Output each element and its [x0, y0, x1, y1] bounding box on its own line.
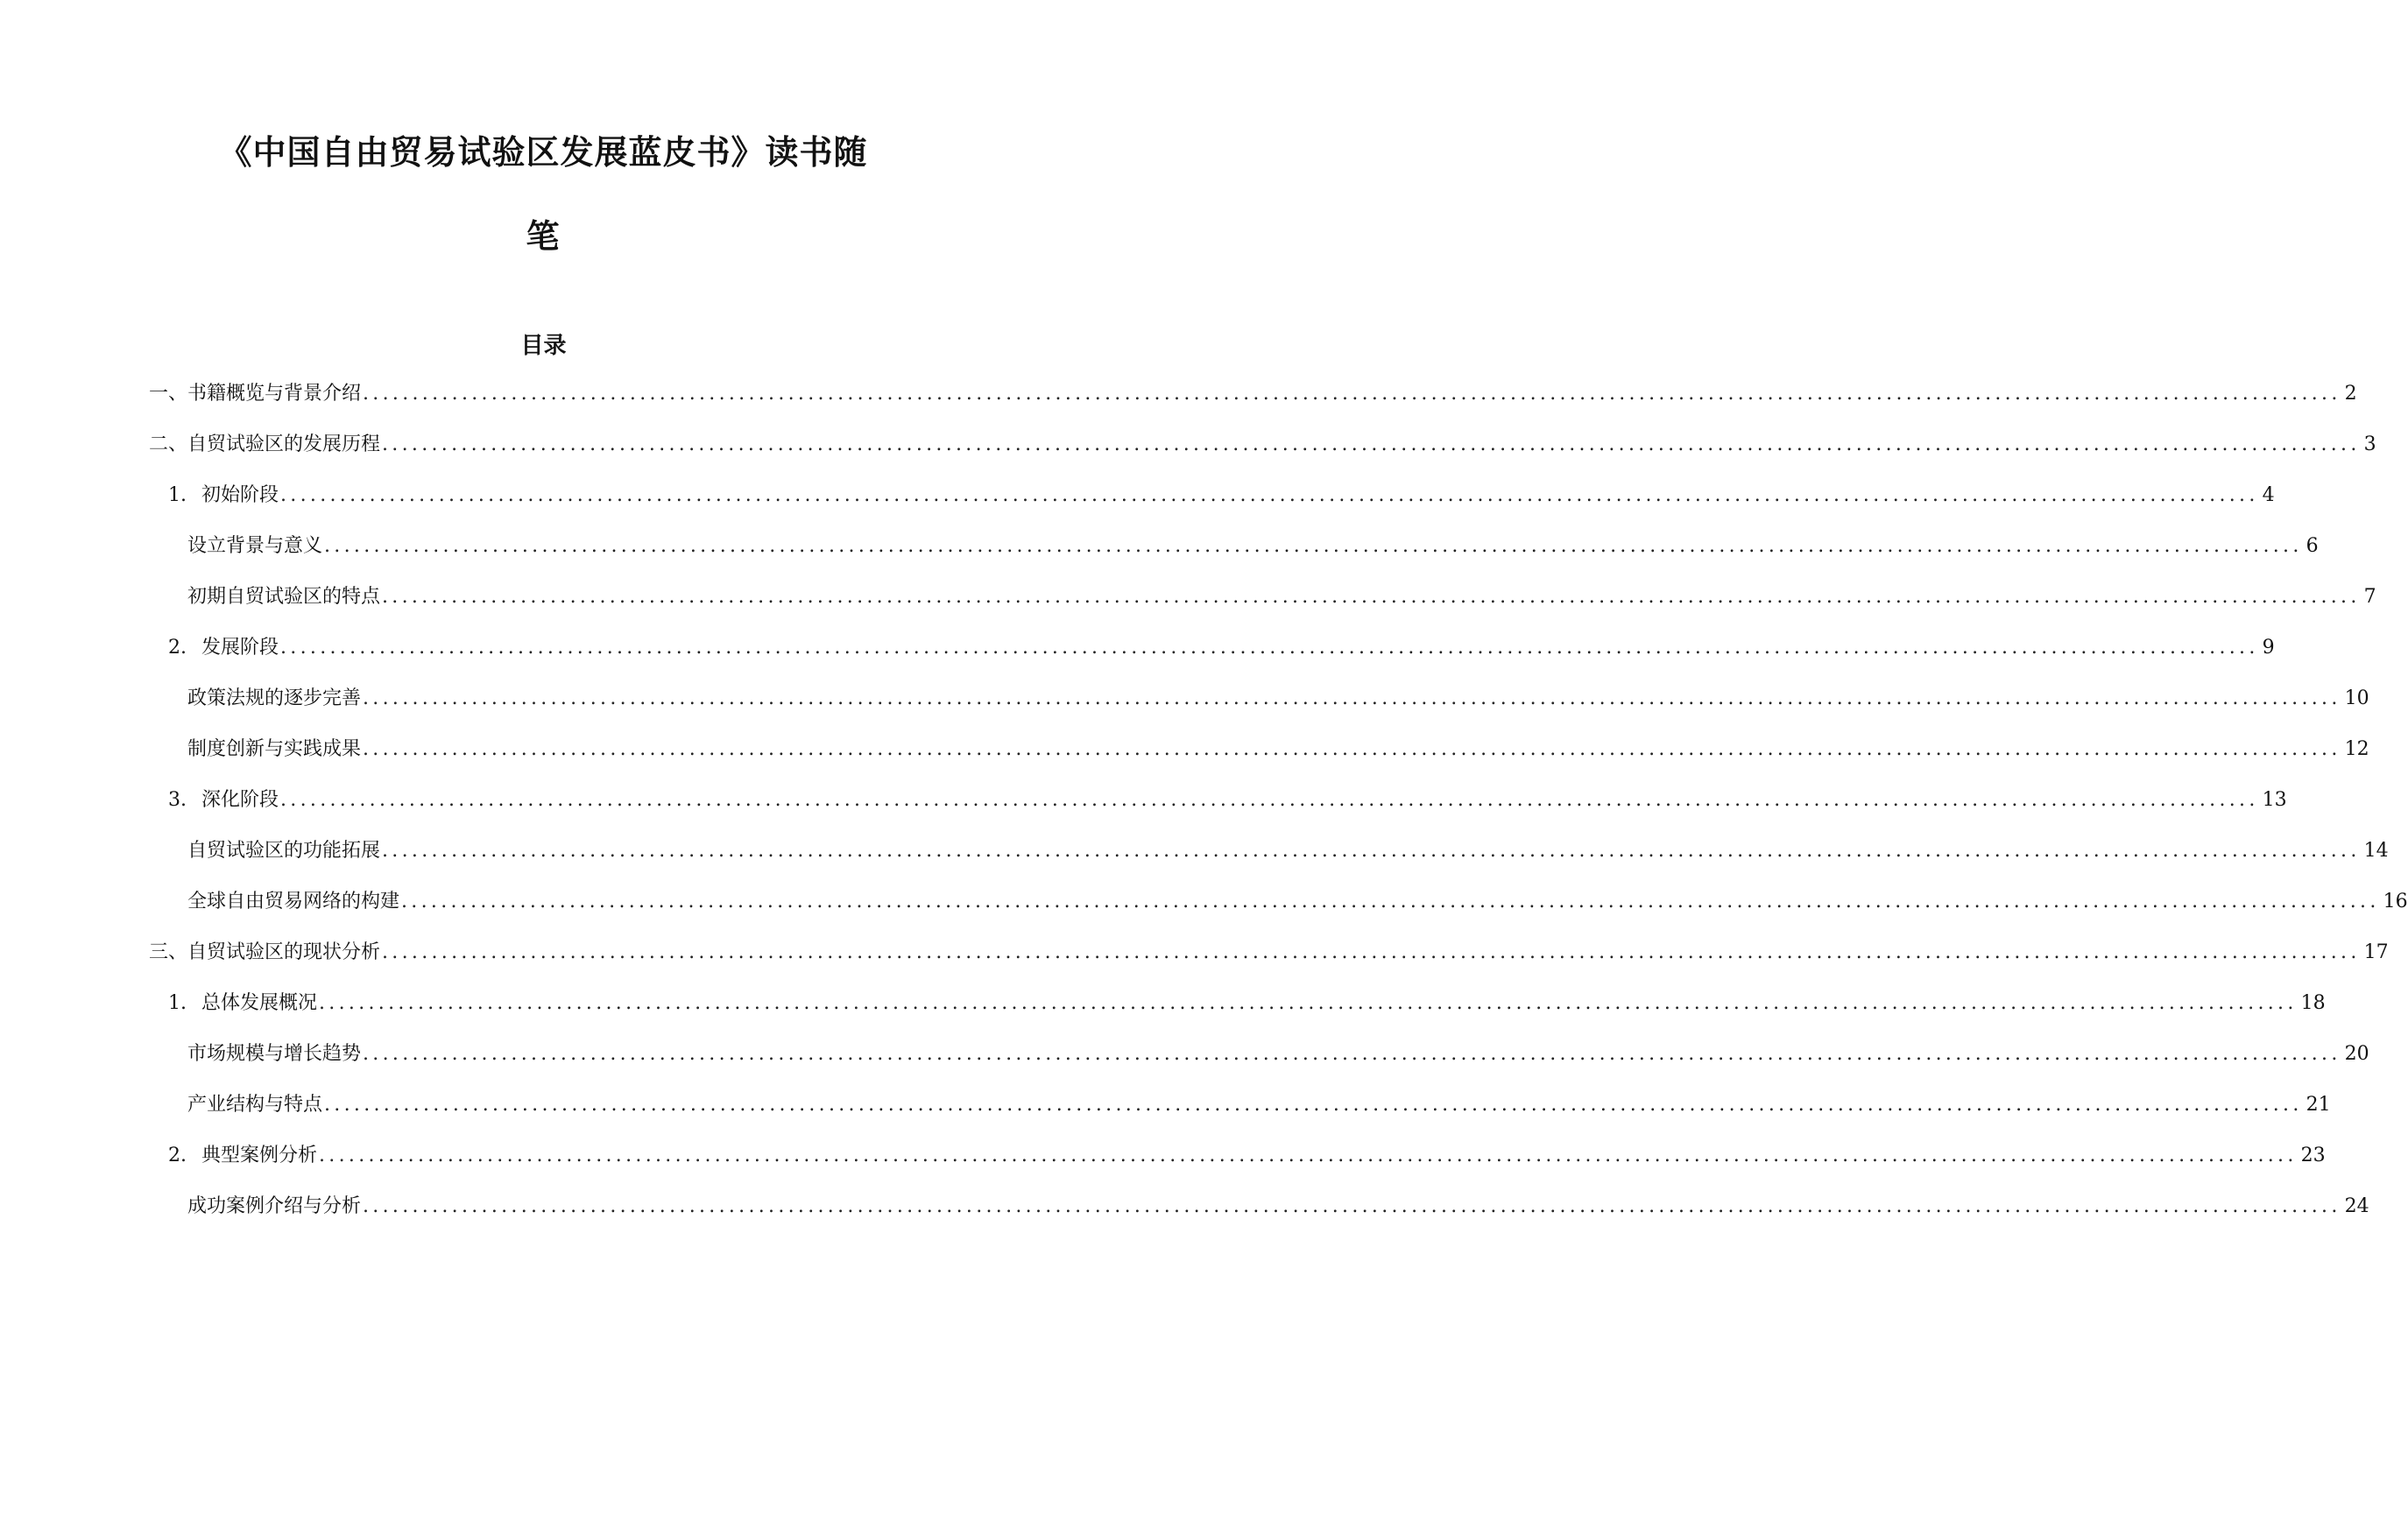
toc-entry-label: 全球自由贸易网络的构建	[187, 891, 400, 912]
toc-entry-page-number: 9	[2262, 637, 2275, 659]
toc-dot-leader: ........................................................................................................................................................................................................	[280, 484, 2259, 506]
toc-entry-number: 2.	[168, 637, 187, 659]
toc-entry[interactable]	[168, 634, 2275, 662]
toc-entry[interactable]	[187, 736, 2369, 764]
toc-dot-leader: ........................................................................................................................................................................................................	[363, 1195, 2341, 1217]
toc-dot-leader: ........................................................................................................................................................................................................	[280, 789, 2259, 811]
toc-dot-leader: ........................................................................................................................................................................................................	[363, 1043, 2341, 1065]
toc-entry-page-number: 24	[2344, 1195, 2369, 1217]
toc-entry[interactable]	[187, 1091, 2331, 1119]
toc-entry-label: 初期自贸试验区的特点	[187, 586, 381, 608]
toc-entry-page-number: 13	[2262, 789, 2287, 811]
toc-entry[interactable]	[187, 888, 2408, 916]
toc-dot-leader: ........................................................................................................................................................................................................	[382, 840, 2361, 862]
toc-entry-label: 制度创新与实践成果	[187, 738, 362, 760]
toc-entry-page-number: 6	[2306, 535, 2319, 557]
document-title-line-1: 《中国自由贸易试验区发展蓝皮书》读书随	[218, 133, 868, 172]
toc-heading: 目录	[520, 333, 567, 359]
toc-entry[interactable]	[187, 1040, 2369, 1068]
toc-entry[interactable]	[168, 786, 2287, 814]
toc-dot-leader: ........................................................................................................................................................................................................	[319, 1145, 2298, 1166]
toc-entry-label: 产业结构与特点	[187, 1094, 323, 1116]
toc-dot-leader: ........................................................................................................................................................................................................	[363, 738, 2341, 760]
toc-entry-label: 典型案例分析	[201, 1145, 318, 1166]
toc-entry-label: 初始阶段	[201, 484, 279, 506]
toc-entry-page-number: 2	[2344, 383, 2357, 405]
toc-entry-page-number: 14	[2363, 840, 2389, 862]
toc-entry-label: 总体发展概况	[201, 992, 318, 1014]
toc-entry[interactable]	[187, 583, 2376, 611]
toc-entry-label: 政策法规的逐步完善	[187, 687, 362, 709]
toc-entry-page-number: 17	[2363, 941, 2389, 963]
toc-dot-leader: ........................................................................................................................................................................................................	[324, 535, 2303, 557]
toc-entry[interactable]	[187, 1193, 2369, 1221]
toc-entry-page-number: 4	[2262, 484, 2275, 506]
toc-entry-page-number: 23	[2300, 1145, 2326, 1166]
toc-entry-number: 3.	[168, 789, 187, 811]
toc-entry-label: 市场规模与增长趋势	[187, 1043, 362, 1065]
toc-entry[interactable]	[187, 837, 2389, 865]
toc-entry-page-number: 12	[2344, 738, 2369, 760]
toc-dot-leader: ........................................................................................................................................................................................................	[363, 687, 2341, 709]
toc-entry-page-number: 18	[2300, 992, 2326, 1014]
toc-entry-label: 一、书籍概览与背景介绍	[149, 383, 362, 405]
toc-dot-leader: ........................................................................................................................................................................................................	[363, 383, 2341, 405]
toc-dot-leader: ........................................................................................................................................................................................................	[324, 1094, 2303, 1116]
toc-entry[interactable]	[149, 431, 2376, 459]
toc-entry[interactable]	[168, 990, 2326, 1018]
toc-dot-leader: ........................................................................................................................................................................................................	[280, 637, 2259, 659]
toc-entry-label: 发展阶段	[201, 637, 279, 659]
toc-entry-label: 成功案例介绍与分析	[187, 1195, 362, 1217]
toc-entry-number: 1.	[168, 992, 187, 1014]
toc-dot-leader: ........................................................................................................................................................................................................	[382, 433, 2361, 455]
toc-entry[interactable]	[187, 685, 2369, 713]
toc-entry[interactable]	[149, 380, 2357, 408]
toc-entry[interactable]	[168, 1142, 2326, 1170]
toc-entry-label: 二、自贸试验区的发展历程	[149, 433, 381, 455]
toc-entry-page-number: 20	[2344, 1043, 2369, 1065]
toc-dot-leader: ........................................................................................................................................................................................................	[382, 941, 2361, 963]
document-title-line-2: 笔	[526, 217, 561, 256]
toc-entry[interactable]	[187, 532, 2319, 560]
toc-dot-leader: ........................................................................................................................................................................................................	[382, 586, 2361, 608]
toc-dot-leader: ........................................................................................................................................................................................................	[319, 992, 2298, 1014]
toc-entry-page-number: 3	[2363, 433, 2376, 455]
toc-entry-label: 设立背景与意义	[187, 535, 323, 557]
toc-entry-label: 自贸试验区的功能拓展	[187, 840, 381, 862]
toc-entry-label: 深化阶段	[201, 789, 279, 811]
toc-entry-number: 2.	[168, 1145, 187, 1166]
toc-entry[interactable]	[149, 939, 2389, 967]
toc-entry-label: 三、自贸试验区的现状分析	[149, 941, 381, 963]
toc-entry-number: 1.	[168, 484, 187, 506]
toc-dot-leader: ........................................................................................................................................................................................................	[401, 891, 2380, 912]
toc-entry-page-number: 16	[2383, 891, 2408, 912]
toc-entry[interactable]	[168, 482, 2275, 510]
toc-entry-page-number: 21	[2306, 1094, 2331, 1116]
toc-entry-page-number: 7	[2363, 586, 2376, 608]
toc-entry-page-number: 10	[2344, 687, 2369, 709]
